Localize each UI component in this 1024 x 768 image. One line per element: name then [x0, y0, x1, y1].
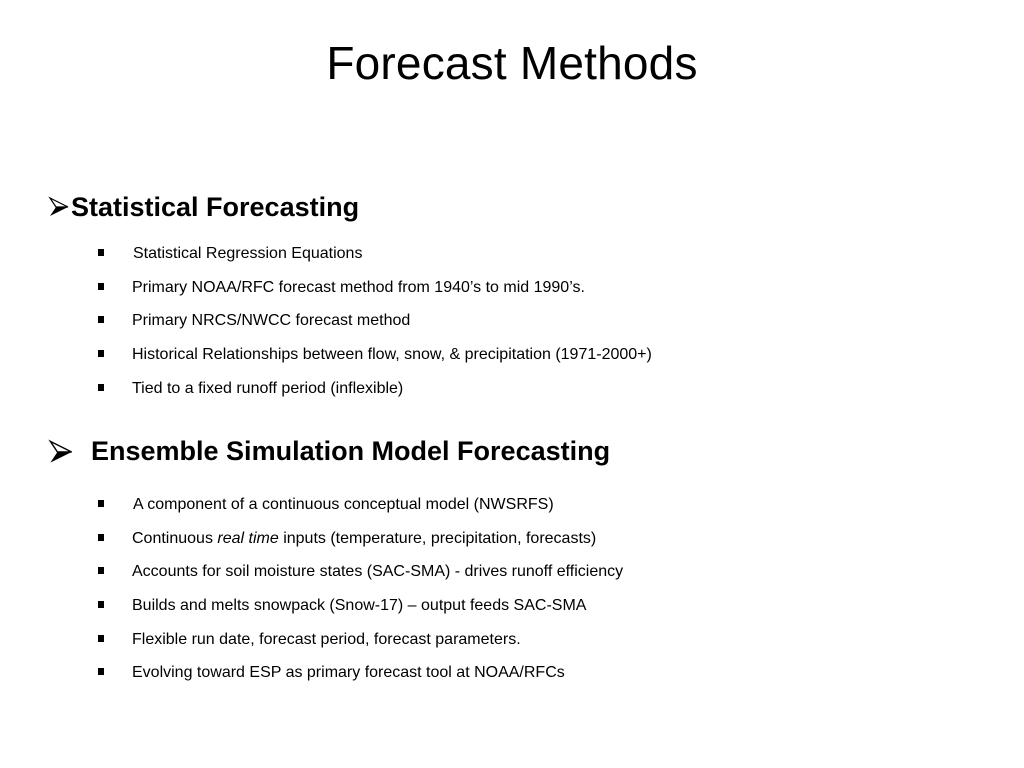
bullet-text: Primary NRCS/NWCC forecast method — [132, 312, 411, 330]
bullet-text-after: inputs (temperature, precipitation, forecasts) — [278, 529, 597, 547]
list-item — [0, 529, 1024, 563]
bullet-list — [0, 244, 1024, 412]
arrow-bullet-icon — [48, 196, 70, 218]
square-bullet-icon — [98, 350, 104, 357]
square-bullet-icon — [98, 534, 104, 541]
section-heading-text: Statistical Forecasting — [71, 192, 360, 222]
bullet-list — [0, 495, 1024, 697]
bullet-text: Historical Relationships between flow, snow, & precipitation (1971-2000+) — [132, 346, 652, 364]
bullet-text: A component of a continuous conceptual model (NWSRFS) — [133, 496, 554, 513]
square-bullet-icon — [98, 316, 104, 323]
bullet-text: Primary NOAA/RFC forecast method from 1940’s to mid 1990’s. — [132, 278, 585, 296]
bullet-text: Statistical Regression Equations — [133, 245, 363, 262]
square-bullet-icon — [98, 635, 104, 642]
square-bullet-icon — [98, 500, 104, 507]
section-heading-text: Ensemble Simulation Model Forecasting — [91, 436, 611, 466]
bullet-text: Evolving toward ESP as primary forecast tool at NOAA/RFCs — [132, 664, 565, 682]
bullet-text-emphasis: real time — [217, 529, 279, 547]
section-heading — [0, 436, 1024, 472]
section-statistical-forecasting — [0, 192, 1024, 412]
section-heading — [0, 192, 1024, 228]
list-item — [0, 379, 1024, 413]
bullet-text — [132, 529, 596, 549]
list-item — [0, 244, 1024, 278]
list-item — [0, 596, 1024, 630]
bullet-text: Tied to a fixed runoff period (inflexible) — [132, 379, 404, 397]
square-bullet-icon — [98, 384, 104, 391]
bullet-text: Flexible run date, forecast period, forecast parameters. — [132, 630, 521, 648]
bullet-text-before: Continuous — [132, 529, 218, 547]
square-bullet-icon — [98, 283, 104, 290]
list-item — [0, 562, 1024, 596]
list-item — [0, 345, 1024, 379]
list-item — [0, 630, 1024, 664]
list-item — [0, 311, 1024, 345]
slide-title: Forecast Methods — [326, 37, 698, 89]
square-bullet-icon — [98, 668, 104, 675]
square-bullet-icon — [98, 567, 104, 574]
arrow-bullet-icon — [48, 439, 74, 465]
list-item — [0, 495, 1024, 529]
list-item — [0, 278, 1024, 312]
section-ensemble-simulation-model-forecasting — [0, 436, 1024, 697]
square-bullet-icon — [98, 249, 104, 256]
list-item — [0, 663, 1024, 697]
bullet-text: Builds and melts snowpack (Snow-17) – output feeds SAC-SMA — [132, 597, 587, 615]
bullet-text: Accounts for soil moisture states (SAC-SMA) - drives runoff efficiency — [132, 563, 624, 581]
square-bullet-icon — [98, 601, 104, 608]
